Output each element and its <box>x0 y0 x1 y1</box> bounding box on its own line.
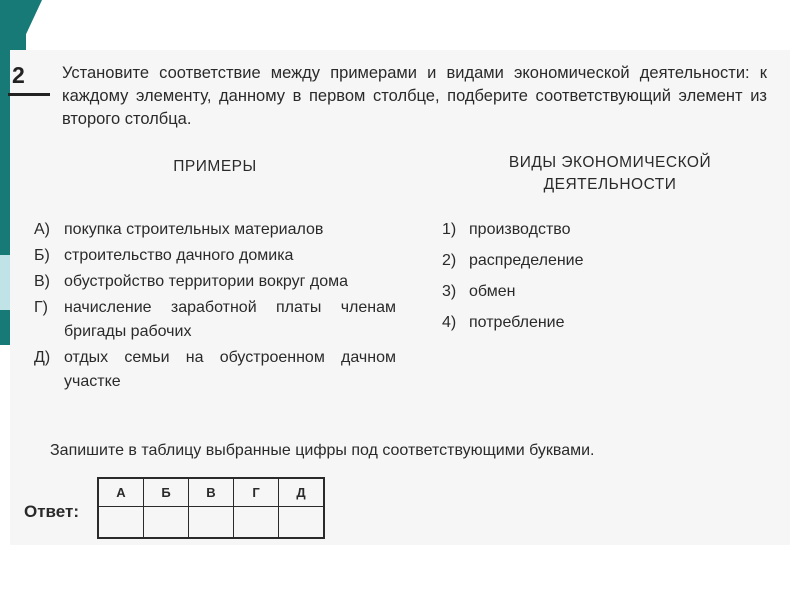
example-item-v <box>34 270 396 294</box>
example-text: строительство дачного домика <box>64 247 294 264</box>
type-text: распределение <box>469 252 584 269</box>
type-text: потребление <box>469 314 565 331</box>
answer-header-cell: Б <box>144 478 189 507</box>
type-number: 2) <box>442 252 457 269</box>
type-text: производство <box>469 221 571 238</box>
answer-label: Ответ: <box>24 502 79 521</box>
question-number-underline <box>8 93 50 96</box>
example-text: покупка строительных материалов <box>64 221 324 238</box>
answer-input-row <box>98 507 324 539</box>
example-item-d <box>34 346 396 394</box>
example-letter: В) <box>34 273 50 290</box>
example-letter: Г) <box>34 299 48 316</box>
type-number: 4) <box>442 314 457 331</box>
answer-cell-d[interactable] <box>279 507 325 539</box>
type-item-4 <box>442 311 742 335</box>
example-letter: А) <box>34 221 50 238</box>
type-text: обмен <box>469 283 516 300</box>
examples-list <box>34 218 396 396</box>
answer-cell-b[interactable] <box>144 507 189 539</box>
example-letter: Б) <box>34 247 50 264</box>
activity-types-list <box>442 218 742 342</box>
type-number: 1) <box>442 221 457 238</box>
example-item-a <box>34 218 396 242</box>
answer-header-cell: Г <box>234 478 279 507</box>
answer-cell-v[interactable] <box>189 507 234 539</box>
answer-table <box>97 477 325 539</box>
example-letter: Д) <box>34 349 51 366</box>
answer-instruction: Запишите в таблицу выбранные цифры под соответствующими буквами. <box>50 442 595 459</box>
answer-header-cell: Д <box>279 478 325 507</box>
example-item-g <box>34 296 396 344</box>
answer-header-cell: В <box>189 478 234 507</box>
types-header-line-2: ДЕЯТЕЛЬНОСТИ <box>543 176 677 193</box>
answer-header-row <box>98 478 324 507</box>
type-number: 3) <box>442 283 457 300</box>
question-number: 2 <box>12 62 25 88</box>
example-text: начисление заработной платы членам бригады рабочих <box>64 299 396 340</box>
answer-cell-g[interactable] <box>234 507 279 539</box>
example-text: отдых семьи на обустроенном дачном участке <box>64 349 396 390</box>
examples-column-header: ПРИМЕРЫ <box>173 158 257 175</box>
answer-header-cell: А <box>98 478 144 507</box>
type-item-1 <box>442 218 742 242</box>
type-item-2 <box>442 249 742 273</box>
example-text: обустройство территории вокруг дома <box>64 273 348 290</box>
question-text: Установите соответствие между примерами и видами экономической деятельности: к каждому элементу, данному в первом столбце, подберите соответствующий элемент из второго столбца. <box>62 64 767 128</box>
types-header-line-1: ВИДЫ ЭКОНОМИЧЕСКОЙ <box>508 154 712 171</box>
answer-cell-a[interactable] <box>98 507 144 539</box>
example-item-b <box>34 244 396 268</box>
types-column-header <box>460 152 760 196</box>
type-item-3 <box>442 280 742 304</box>
